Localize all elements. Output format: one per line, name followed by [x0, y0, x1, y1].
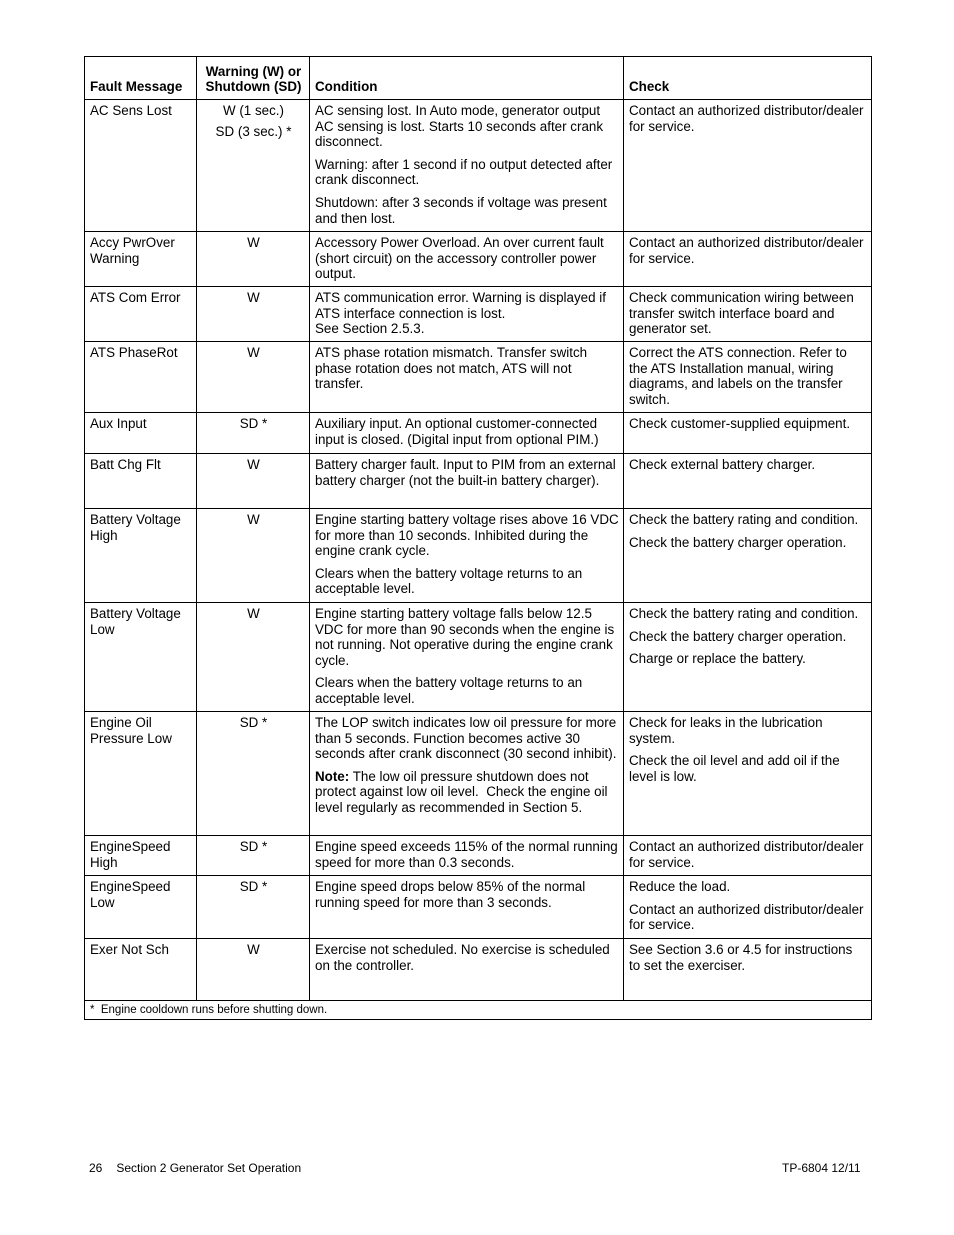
check-text: Check the oil level and add oil if the level is low. — [629, 753, 840, 784]
warning-shutdown-cell — [197, 287, 310, 342]
fault-message-cell: EngineSpeed High — [85, 836, 197, 876]
fault-message-cell: ATS Com Error — [85, 287, 197, 342]
condition-text: AC sensing lost. In Auto mode, generator output AC sensing is lost. Starts 10 seconds after crank disconnect. — [315, 103, 604, 150]
table-row — [85, 836, 872, 876]
check-cell — [624, 232, 872, 287]
check-text: Check communication wiring between transfer switch interface board and generator set. — [629, 290, 854, 337]
fault-message-cell: Engine Oil Pressure Low — [85, 712, 197, 836]
fault-table — [84, 56, 872, 1020]
fault-message-cell: Aux Input — [85, 413, 197, 454]
check-cell — [624, 876, 872, 939]
check-cell — [624, 413, 872, 454]
warning-shutdown-value: SD (3 sec.) * — [215, 123, 292, 139]
table-row — [85, 603, 872, 712]
check-text: Charge or replace the battery. — [629, 651, 806, 667]
table-row — [85, 287, 872, 342]
warning-shutdown-cell — [197, 413, 310, 454]
condition-cell — [310, 939, 624, 1001]
condition-text: Clears when the battery voltage returns to an acceptable level. — [315, 565, 583, 597]
condition-text: Engine starting battery voltage rises above 16 VDC for more than 10 seconds. Inhibited during the engine crank cycle. — [315, 512, 619, 559]
check-text: See Section 3.6 or 4.5 for instructions to set the exerciser. — [629, 942, 853, 973]
condition-text: Warning: after 1 second if no output detected after crank disconnect. — [315, 156, 613, 188]
footer-section-title: Section 2 Generator Set Operation — [116, 1161, 302, 1175]
check-text: Contact an authorized distributor/dealer for service. — [629, 103, 864, 134]
check-text: Correct the ATS connection. Refer to the ATS Installation manual, wiring diagrams, and labels on the transfer switch. — [629, 345, 847, 407]
fault-message-cell: Batt Chg Flt — [85, 454, 197, 509]
table-row — [85, 712, 872, 836]
check-text: Check external battery charger. — [629, 457, 816, 472]
footnote: * Engine cooldown runs before shutting down. — [85, 1001, 872, 1020]
table-row — [85, 509, 872, 603]
check-cell — [624, 712, 872, 836]
warning-shutdown-value: W — [247, 457, 260, 472]
condition-text: ATS phase rotation mismatch. Transfer switch phase rotation does not match, ATS will not transfer. — [315, 345, 588, 392]
condition-text: Auxiliary input. An optional customer-connected input is closed. (Digital input from optional PIM.) — [315, 416, 599, 447]
table-header-row — [85, 57, 872, 100]
header-condition: Condition — [310, 57, 624, 100]
page-footer-left — [89, 1161, 301, 1175]
fault-message-cell: EngineSpeed Low — [85, 876, 197, 939]
condition-cell — [310, 603, 624, 712]
condition-text: The LOP switch indicates low oil pressure for more than 5 seconds. Function becomes active 30 seconds after crank disconnect (30 second inhibit). — [315, 715, 617, 762]
warning-shutdown-value: SD * — [239, 879, 268, 894]
warning-shutdown-cell — [197, 603, 310, 712]
check-cell — [624, 603, 872, 712]
table-row — [85, 413, 872, 454]
condition-text: Exercise not scheduled. No exercise is scheduled on the controller. — [315, 942, 610, 973]
check-text: Check customer-supplied equipment. — [629, 416, 851, 431]
fault-message-cell: Accy PwrOver Warning — [85, 232, 197, 287]
table-row — [85, 939, 872, 1001]
warning-shutdown-value: W — [247, 290, 260, 305]
table-row — [85, 876, 872, 939]
note-label: Note: — [315, 768, 350, 784]
check-cell — [624, 287, 872, 342]
check-text: Reduce the load. — [629, 879, 731, 894]
warning-shutdown-cell — [197, 939, 310, 1001]
table-row — [85, 100, 872, 232]
check-cell — [624, 454, 872, 509]
condition-text: Clears when the battery voltage returns to an acceptable level. — [315, 675, 583, 706]
fault-message-cell: Exer Not Sch — [85, 939, 197, 1001]
condition-cell — [310, 836, 624, 876]
warning-shutdown-cell — [197, 509, 310, 603]
document-id: TP-6804 12/11 — [782, 1161, 861, 1175]
table-row — [85, 342, 872, 413]
condition-cell — [310, 876, 624, 939]
table-body — [85, 100, 872, 1020]
check-cell — [624, 100, 872, 232]
condition-cell — [310, 509, 624, 603]
warning-shutdown-cell — [197, 836, 310, 876]
fault-message-cell: Battery Voltage High — [85, 509, 197, 603]
check-cell — [624, 342, 872, 413]
warning-shutdown-value: W — [247, 235, 260, 250]
warning-shutdown-cell — [197, 454, 310, 509]
check-cell — [624, 509, 872, 603]
check-text: Check the battery rating and condition. — [629, 512, 859, 527]
condition-text: Shutdown: after 3 seconds if voltage was present and then lost. — [315, 194, 607, 226]
header-warning-shutdown: Warning (W) or Shutdown (SD) — [197, 57, 310, 100]
condition-cell — [310, 712, 624, 836]
check-text: Contact an authorized distributor/dealer for service. — [629, 839, 864, 870]
check-text: Check the battery rating and condition. — [629, 606, 859, 621]
condition-cell — [310, 413, 624, 454]
condition-cell — [310, 454, 624, 509]
warning-shutdown-value: SD * — [239, 839, 268, 854]
warning-shutdown-cell — [197, 712, 310, 836]
fault-message-cell: AC Sens Lost — [85, 100, 197, 232]
warning-shutdown-cell — [197, 342, 310, 413]
condition-cell — [310, 342, 624, 413]
check-text: Contact an authorized distributor/dealer for service. — [629, 901, 864, 933]
warning-shutdown-value: W — [247, 345, 260, 360]
check-text: Contact an authorized distributor/dealer for service. — [629, 235, 864, 266]
condition-text: Battery charger fault. Input to PIM from an external battery charger (not the built-in battery charger). — [315, 457, 616, 488]
condition-text: Engine starting battery voltage falls below 12.5 VDC for more than 90 seconds when the engine is not running. Not operative during the engine crank cycle. — [315, 606, 615, 668]
header-fault-message: Fault Message — [85, 57, 197, 100]
note-text: The low oil pressure shutdown does not protect against low oil level. Check the engine oil level regularly as recommended in Section 5. — [315, 768, 612, 815]
condition-text: Engine speed drops below 85% of the normal running speed for more than 3 seconds. — [315, 879, 586, 910]
table-row — [85, 454, 872, 509]
warning-shutdown-value: W — [247, 606, 260, 621]
warning-shutdown-value: W (1 sec.) — [222, 103, 284, 118]
warning-shutdown-cell — [197, 100, 310, 232]
footnote-row — [85, 1001, 872, 1020]
check-cell — [624, 836, 872, 876]
check-cell — [624, 939, 872, 1001]
check-text: Check for leaks in the lubrication system. — [629, 715, 823, 746]
table-row — [85, 232, 872, 287]
condition-text: ATS communication error. Warning is displayed if ATS interface connection is lost. See Section 2.5.3. — [315, 290, 606, 337]
fault-message-cell: Battery Voltage Low — [85, 603, 197, 712]
condition-cell — [310, 287, 624, 342]
page-number: 26 — [89, 1161, 103, 1175]
fault-message-cell: ATS PhaseRot — [85, 342, 197, 413]
warning-shutdown-value: SD * — [239, 715, 268, 730]
condition-text: Accessory Power Overload. An over current fault (short circuit) on the accessory controller power output. — [315, 235, 604, 282]
warning-shutdown-value: W — [247, 512, 260, 527]
condition-cell — [310, 100, 624, 232]
warning-shutdown-cell — [197, 232, 310, 287]
warning-shutdown-cell — [197, 876, 310, 939]
check-text: Check the battery charger operation. — [629, 534, 847, 550]
condition-text: Engine speed exceeds 115% of the normal running speed for more than 0.3 seconds. — [315, 839, 618, 870]
warning-shutdown-value: W — [247, 942, 260, 957]
note-paragraph — [315, 769, 619, 816]
header-check: Check — [624, 57, 872, 100]
condition-cell — [310, 232, 624, 287]
check-text: Check the battery charger operation. — [629, 628, 847, 644]
warning-shutdown-value: SD * — [239, 416, 268, 431]
